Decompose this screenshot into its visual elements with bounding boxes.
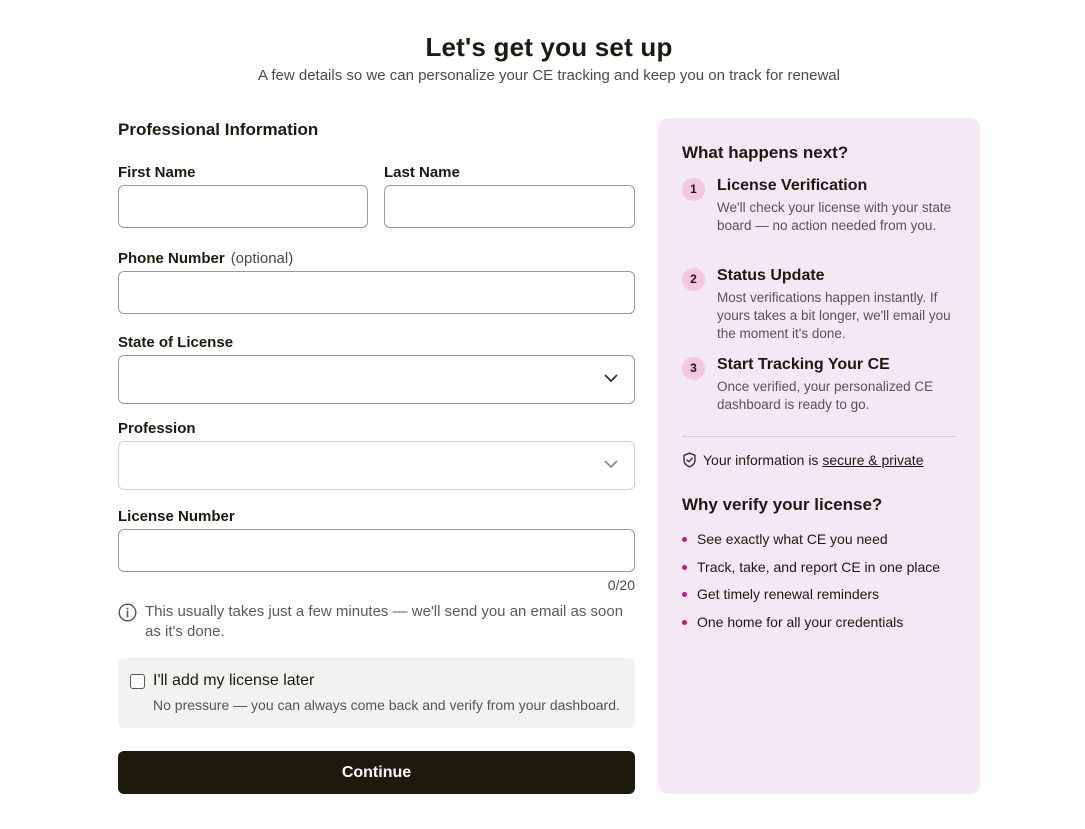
bullet-icon [682, 620, 687, 625]
phone-label: Phone Number [118, 250, 225, 267]
first-name-input[interactable] [118, 185, 368, 228]
first-name-label: First Name [118, 164, 196, 181]
shield-check-icon [682, 452, 697, 468]
bullet-icon [682, 565, 687, 570]
step-number-badge: 2 [682, 268, 705, 291]
step-title: License Verification [717, 177, 868, 194]
list-item [682, 613, 972, 641]
next-steps-title: What happens next? [682, 143, 849, 162]
list-item [682, 558, 972, 586]
step-number-badge: 3 [682, 357, 705, 380]
next-steps-panel [658, 118, 980, 794]
page-subtitle: A few details so we can personalize your CE tracking and keep you on track for renewal [258, 67, 840, 84]
list-item-text: See exactly what CE you need [697, 531, 888, 547]
profession-label: Profession [118, 420, 196, 437]
license-char-counter: 0/20 [607, 577, 635, 593]
list-item-text: One home for all your credentials [697, 613, 904, 630]
state-select[interactable] [118, 355, 635, 404]
last-name-input[interactable] [384, 185, 635, 228]
step-description: Once verified, your personalized CE dashboard is ready to go. [717, 379, 934, 412]
add-license-later-checkbox[interactable] [130, 674, 145, 689]
list-item-text: Get timely renewal reminders [697, 586, 880, 602]
chevron-down-icon [604, 371, 618, 385]
page-title: Let's get you set up [425, 32, 673, 62]
bullet-icon [682, 537, 687, 542]
secure-notice [682, 452, 924, 468]
why-verify-title: Why verify your license? [682, 495, 883, 514]
secure-notice-text: Your information is [703, 452, 819, 468]
section-title: Professional Information [118, 120, 319, 139]
panel-divider [682, 436, 956, 437]
step-description: We'll check your license with your state board — no action needed from you. [717, 200, 952, 233]
list-item [682, 585, 972, 613]
phone-input[interactable] [118, 271, 635, 314]
why-verify-list [682, 530, 972, 640]
step-description: Most verifications happen instantly. If yours takes a bit longer, we'll email you the moment it's done. [717, 290, 951, 341]
bullet-icon [682, 592, 687, 597]
phone-label-row [118, 250, 293, 267]
chevron-down-icon [604, 457, 618, 471]
step-number-badge: 1 [682, 178, 705, 201]
phone-optional-tag: (optional) [230, 250, 294, 267]
step-title: Status Update [717, 267, 825, 284]
secure-private-link[interactable]: secure & private [822, 452, 924, 468]
add-license-later-description: No pressure — you can always come back and verify from your dashboard. [153, 697, 620, 713]
hint-text: This usually takes just a few minutes — we'll send you an email as soon as it's done. [145, 603, 624, 640]
last-name-label: Last Name [384, 164, 460, 181]
step-title: Start Tracking Your CE [717, 356, 890, 373]
continue-button[interactable]: Continue [118, 751, 635, 794]
add-license-later-box [118, 658, 635, 728]
profession-select[interactable] [118, 441, 635, 490]
state-label: State of License [118, 334, 234, 351]
license-number-label: License Number [118, 508, 235, 525]
list-item-text: Track, take, and report CE in one place [697, 558, 941, 575]
add-license-later-label[interactable]: I'll add my license later [153, 672, 315, 689]
list-item [682, 530, 972, 558]
info-icon [118, 603, 137, 622]
license-number-input[interactable] [118, 529, 635, 572]
